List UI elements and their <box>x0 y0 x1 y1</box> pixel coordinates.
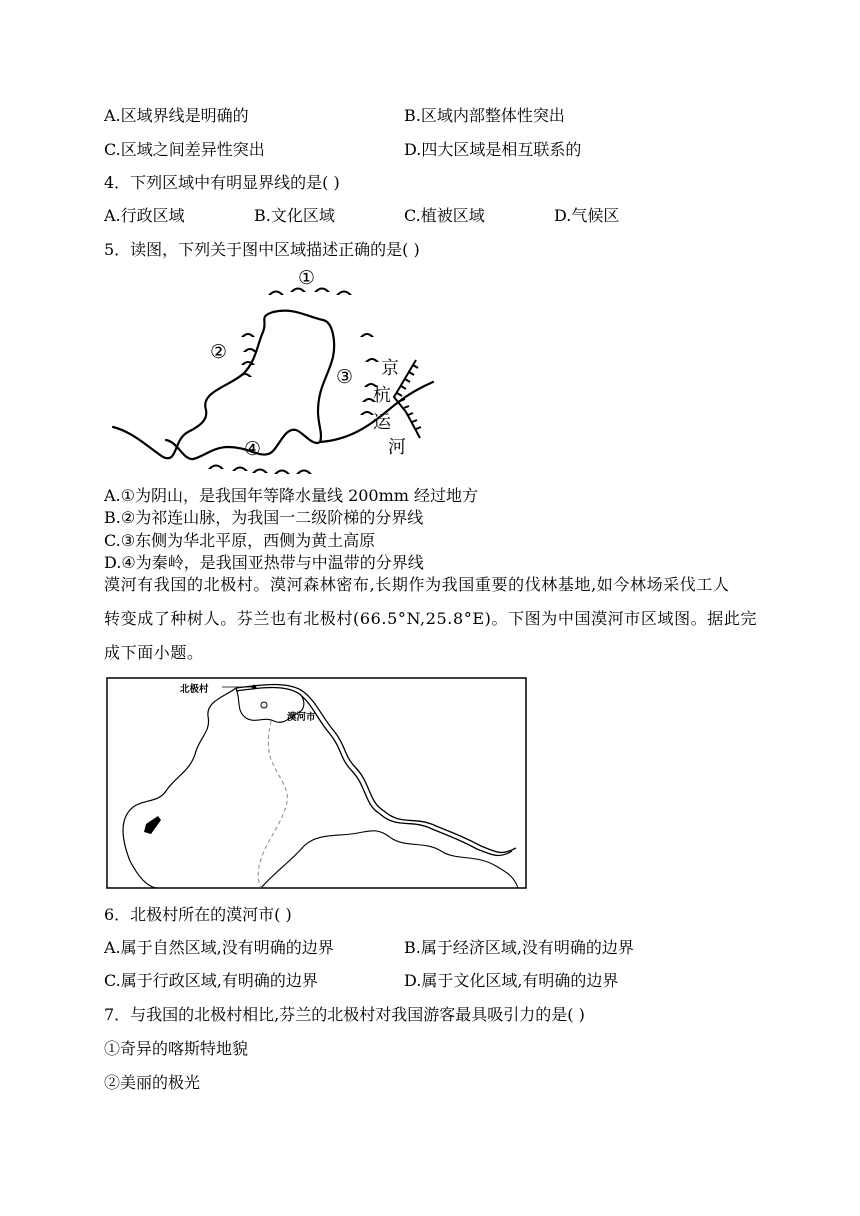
map-label-3: ③ <box>336 366 354 388</box>
map-label-2: ② <box>210 341 228 363</box>
q5-option-c: C.③东侧为华北平原，西侧为黄土高原 <box>104 531 376 550</box>
q3-option-a: A.区域界线是明确的 <box>104 106 249 125</box>
q5-option-d: D.④为秦岭，是我国亚热带与中温带的分界线 <box>104 553 424 572</box>
mohe-region-map <box>106 676 528 892</box>
q4-option-c: C.植被区域 <box>404 206 485 225</box>
label-north-pole-village: 北极村 <box>180 684 209 695</box>
q5-stem: 5．读图，下列关于图中区域描述正确的是( ) <box>104 240 420 259</box>
canal-char-1: 京 <box>381 358 399 379</box>
q7-stem: 7．与我国的北极村相比,芬兰的北极村对我国游客最具吸引力的是( ) <box>104 1005 585 1024</box>
q5-option-a: A.①为阴山，是我国年等降水量线 200mm 经过地方 <box>104 486 479 505</box>
q5-option-b: B.②为祁连山脉，为我国一二级阶梯的分界线 <box>104 508 424 527</box>
q4-option-d: D.气候区 <box>554 206 620 225</box>
passage-line-2: 转变成了种树人。芬兰也有北极村(66.5°N,25.8°E)。下图为中国漠河市区域图。据此完 <box>104 609 758 628</box>
map-label-4: ④ <box>244 438 262 460</box>
canal-char-3: 运 <box>373 412 391 433</box>
passage-line-1: 漠河有我国的北极村。漠河森林密布,长期作为我国重要的伐林基地,如今林场采伐工人 <box>104 575 730 594</box>
passage-line-3: 成下面小题。 <box>104 643 204 662</box>
q3-option-c: C.区域之间差异性突出 <box>104 140 265 159</box>
q4-stem: 4．下列区域中有明显界线的是( ) <box>104 173 340 192</box>
q6-option-b: B.属于经济区域,没有明确的边界 <box>404 938 634 957</box>
canal-char-2: 杭 <box>373 385 391 406</box>
q6-stem: 6．北极村所在的漠河市( ) <box>104 905 292 924</box>
q7-item-1: ①奇异的喀斯特地貌 <box>104 1039 249 1058</box>
map-label-1: ① <box>298 267 316 289</box>
region-sketch-map <box>108 262 448 484</box>
q4-option-a: A.行政区域 <box>104 206 185 225</box>
q3-option-d: D.四大区域是相互联系的 <box>404 140 582 159</box>
q4-option-b: B.文化区域 <box>254 206 335 225</box>
q6-option-a: A.属于自然区域,没有明确的边界 <box>104 938 334 957</box>
canal-char-4: 河 <box>388 437 406 458</box>
q6-option-c: C.属于行政区域,有明确的边界 <box>104 971 318 990</box>
q6-option-d: D.属于文化区域,有明确的边界 <box>404 971 619 990</box>
q3-option-b: B.区域内部整体性突出 <box>404 106 565 125</box>
q7-item-2: ②美丽的极光 <box>104 1073 201 1092</box>
label-mohe-city: 漠河市 <box>287 712 316 723</box>
